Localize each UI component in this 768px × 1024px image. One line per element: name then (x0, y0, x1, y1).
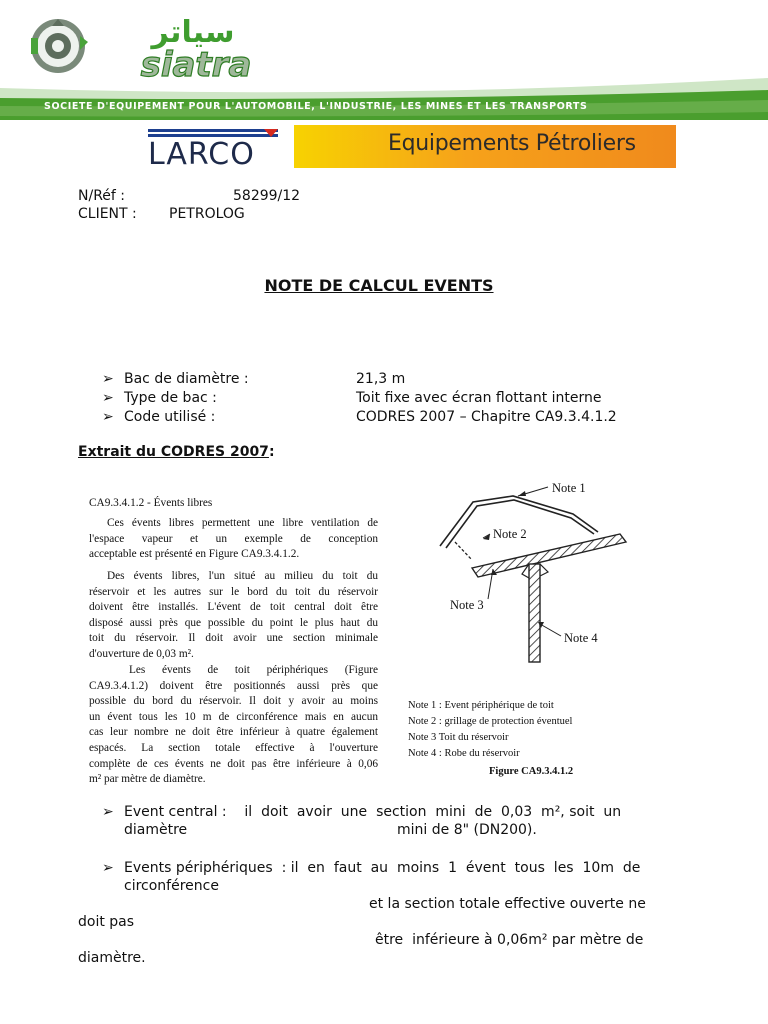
spec-value: 21,3 m (356, 371, 406, 387)
figure-label-1: Note 1 (552, 481, 586, 495)
siatra-logo (18, 8, 283, 83)
tank-shell (529, 564, 540, 662)
code-paragraph-2 (89, 569, 378, 663)
extract-colon: : (268, 444, 275, 460)
spec-label: Bac de diamètre : (124, 371, 249, 387)
figure-note: Note 1 : Event périphérique de toit (408, 700, 554, 711)
client-value: PETROLOG (169, 206, 245, 222)
code-line: d'ouverture de 0,03 m². (89, 647, 194, 660)
arrowhead (518, 491, 526, 496)
code-paragraph-1 (89, 516, 378, 563)
code-line: possible du bord du réservoir. Il doit y avoir au moins (89, 695, 378, 708)
peripheral-vent-line-5: être inférieure à 0,06m² par mètre de (375, 932, 644, 948)
extract-title: Extrait du CODRES 2007 (78, 444, 269, 460)
company-arabic: سياتر (151, 15, 235, 50)
peripheral-vent-line-1: Events périphériques : il en faut au moins 1 évent tous les 10m de (124, 860, 641, 876)
header-green-band (0, 78, 768, 120)
figure-caption: Figure CA9.3.4.1.2 (489, 766, 574, 777)
figure-note: Note 3 Toit du réservoir (408, 732, 509, 743)
spec-value: CODRES 2007 – Chapitre CA9.3.4.1.2 (356, 409, 617, 425)
client-label: CLIENT : (78, 206, 137, 222)
bullet-arrow-icon: ➢ (102, 390, 114, 406)
peripheral-vent-line-6: diamètre. (78, 950, 146, 966)
bullet-arrow-icon: ➢ (102, 371, 114, 387)
figure-note: Note 2 : grillage de protection éventuel (408, 716, 573, 727)
banner-title: Equipements Pétroliers (388, 131, 636, 156)
code-line: CA9.3.4.1.2) doivent être positionnés aussi près que (89, 679, 378, 692)
figure-label-4: Note 4 (564, 631, 598, 645)
figure-notes (408, 698, 572, 762)
spec-label: Code utilisé : (124, 409, 216, 425)
code-heading: CA9.3.4.1.2 - Évents libres (89, 497, 213, 509)
code-line: un évent tous les 10 m de circonférence mais en aucun (89, 710, 378, 723)
code-line: toit du réservoir. Il doit avoir une section minimale (89, 632, 378, 645)
central-vent-line-1: Event central : il doit avoir une section mini de 0,03 m², soit un (124, 804, 622, 820)
code-line: complète de ces évents ne doit pas être inférieure à 0,06 (89, 757, 378, 770)
spec-value: Toit fixe avec écran flottant interne (356, 390, 602, 406)
figure-label-2: Note 2 (493, 527, 527, 541)
code-line: cas leur nombre ne doit être inférieur à quatre également (89, 726, 378, 739)
siatra-emblem-icon (31, 19, 88, 73)
extract-heading (78, 444, 275, 460)
ref-label: N/Réf : (78, 188, 125, 204)
bullet-arrow-icon: ➢ (102, 860, 114, 876)
peripheral-vent-line-4: doit pas (78, 914, 135, 930)
code-line: réservoir et les autres sur le bord du toit du réservoir (89, 585, 378, 598)
central-vent-line-2b: mini de 8" (DN200). (397, 822, 537, 838)
code-line: disposé aussi près que possible du point le plus haut du (89, 616, 378, 629)
larco-brand: LARCO (148, 137, 255, 168)
code-line: Des évents libres, l'un situé au milieu du toit du (107, 570, 378, 582)
bullet-arrow-icon: ➢ (102, 409, 114, 425)
code-line: Ces évents libres permettent une libre ventilation de (107, 517, 378, 529)
code-line: l'espace vapeur et un exemple de conception (89, 532, 378, 545)
central-vent-line-2a: diamètre (124, 822, 188, 838)
protection-mesh (455, 542, 472, 560)
spec-label: Type de bac : (124, 390, 217, 406)
ref-value: 58299/12 (233, 188, 301, 204)
page-title: NOTE DE CALCUL EVENTS (264, 276, 494, 295)
larco-logo (78, 125, 294, 168)
code-line: Les évents de toit périphériques (Figure (129, 664, 378, 676)
peripheral-vent-line-2: circonférence (124, 878, 219, 894)
peripheral-vent-line-3: et la section totale effective ouverte ne (369, 896, 646, 912)
code-paragraph-3 (89, 663, 378, 788)
code-line: m² par mètre de diamètre. (89, 773, 206, 786)
header-tagline: SOCIETE D'EQUIPEMENT POUR L'AUTOMOBILE, L'INDUSTRIE, LES MINES ET LES TRANSPORTS (44, 101, 588, 112)
code-line: doivent être installés. L'évent de toit central doit être (89, 601, 378, 614)
figure-note: Note 4 : Robe du réservoir (408, 748, 520, 759)
bullet-arrow-icon: ➢ (102, 804, 114, 820)
code-line: espacés. La section totale effective à l'ouverture (89, 741, 378, 754)
code-line: acceptable est présenté en Figure CA9.3.4.1.2. (89, 548, 300, 561)
company-name: siatra (140, 45, 252, 83)
figure-label-3: Note 3 (450, 598, 484, 612)
